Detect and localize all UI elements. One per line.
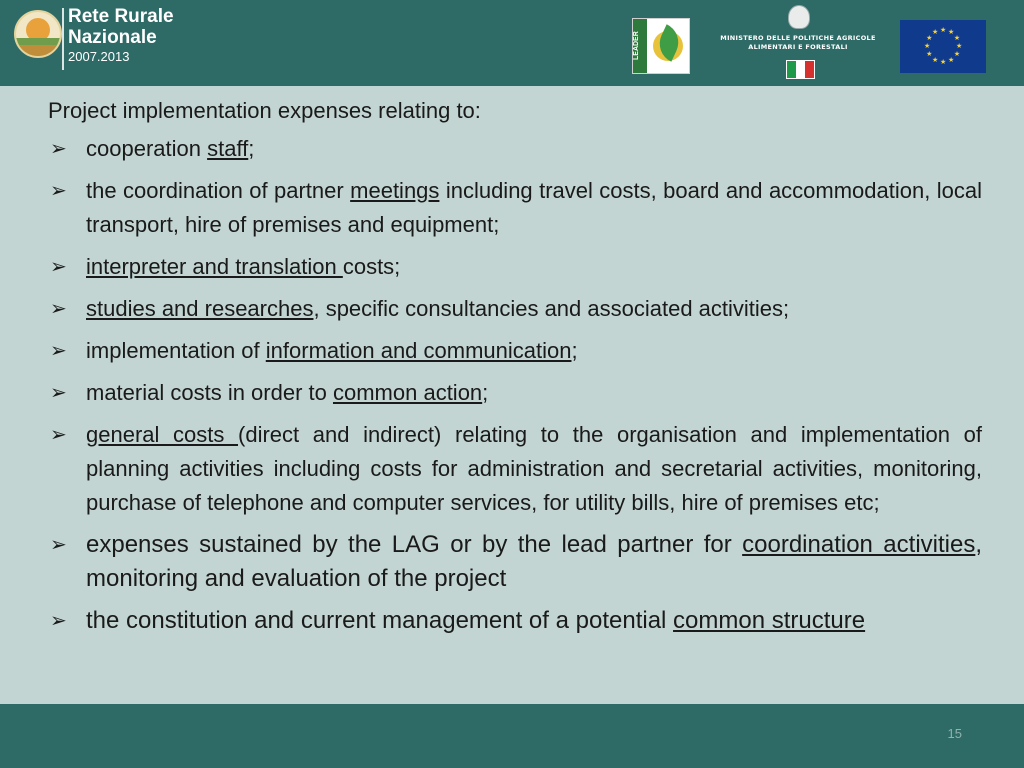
ministry-line-1: MINISTERO DELLE POLITICHE AGRICOLE — [720, 34, 876, 42]
list-item — [48, 528, 982, 596]
arrow-bullet-icon: ➢ — [50, 534, 67, 556]
arrow-bullet-icon: ➢ — [50, 138, 67, 160]
ministry-line-2: ALIMENTARI E FORESTALI — [748, 43, 848, 51]
arrow-bullet-icon: ➢ — [50, 180, 67, 202]
eu-star-icon: ★ — [924, 43, 931, 50]
eu-star-icon: ★ — [953, 51, 961, 58]
item-text: the constitution and current management of a potential — [86, 607, 674, 634]
list-item — [48, 376, 982, 410]
list-item — [48, 174, 982, 242]
arrow-bullet-icon: ➢ — [50, 256, 67, 278]
item-text: , monitoring and evaluation of the project — [86, 531, 983, 592]
eu-star-icon: ★ — [940, 59, 947, 66]
arrow-bullet-icon: ➢ — [50, 298, 67, 320]
logo-line-2: Nazionale — [68, 27, 157, 48]
item-text: (direct and indirect) relating to the organisation and implementation of planning activities including costs for administration and secretarial activities, monitoring, purchase of telephone and computer services, for utility bills, hire of premises etc; — [86, 422, 982, 515]
rete-rurale-logo-text — [68, 6, 174, 66]
item-text: ; — [571, 338, 578, 363]
leader-label: LEADER — [633, 19, 647, 73]
list-item — [48, 250, 982, 284]
header-band — [0, 0, 1024, 86]
item-text: expenses sustained by the LAG or by the lead partner for — [86, 531, 743, 558]
slide-intro: Project implementation expenses relating to: — [48, 98, 481, 123]
arrow-bullet-icon: ➢ — [50, 382, 67, 404]
ministry-name — [708, 34, 888, 52]
item-text: including travel costs, board and accommodation, local transport, hire of premises and equipment; — [86, 178, 983, 237]
eu-star-icon: ★ — [926, 51, 933, 58]
eu-star-icon: ★ — [956, 43, 963, 50]
expense-list — [48, 132, 982, 646]
logo-divider — [62, 8, 64, 70]
logo-line-3: 2007.2013 — [68, 49, 130, 64]
underlined-term: meetings — [350, 178, 440, 203]
list-item — [48, 604, 982, 638]
footer-band — [0, 704, 1024, 768]
item-text: , specific consultancies and associated activities; — [313, 296, 790, 321]
underlined-term: common action — [332, 380, 483, 405]
eu-star-icon: ★ — [932, 56, 939, 64]
eu-star-icon: ★ — [953, 35, 961, 42]
arrow-bullet-icon: ➢ — [50, 340, 67, 362]
arrow-bullet-icon: ➢ — [50, 424, 67, 446]
underlined-term: general costs — [86, 422, 239, 447]
item-text: costs; — [342, 254, 401, 279]
underlined-term: staff — [207, 136, 249, 161]
eu-star-icon: ★ — [948, 29, 955, 37]
underlined-term: common structure — [673, 607, 866, 634]
item-text: ; — [248, 136, 255, 161]
arrow-bullet-icon: ➢ — [50, 610, 67, 632]
underlined-term: studies and researches — [86, 296, 314, 321]
item-text: the coordination of partner — [86, 178, 351, 203]
eu-flag-icon — [900, 20, 986, 73]
list-item — [48, 334, 982, 368]
item-text: material costs in order to — [86, 380, 333, 405]
item-text: cooperation — [86, 136, 208, 161]
eu-star-icon: ★ — [940, 27, 947, 34]
list-item — [48, 418, 982, 520]
underlined-term: information and communication — [265, 338, 572, 363]
leader-logo-icon — [632, 18, 690, 74]
underlined-term: interpreter and translation — [86, 254, 343, 279]
item-text: implementation of — [86, 338, 266, 363]
item-text: ; — [482, 380, 489, 405]
eu-star-icon: ★ — [948, 56, 955, 64]
republic-emblem-icon — [788, 5, 810, 29]
slide-content — [0, 86, 1024, 704]
eu-star-icon: ★ — [932, 29, 939, 37]
list-item — [48, 292, 982, 326]
eu-star-icon: ★ — [926, 35, 933, 42]
rete-rurale-emblem-icon — [14, 10, 62, 58]
logo-line-1: Rete Rurale — [68, 6, 174, 27]
list-item — [48, 132, 982, 166]
italian-flag-icon — [786, 60, 815, 79]
page-number: 15 — [947, 726, 962, 741]
underlined-term: coordination activities — [742, 531, 976, 558]
